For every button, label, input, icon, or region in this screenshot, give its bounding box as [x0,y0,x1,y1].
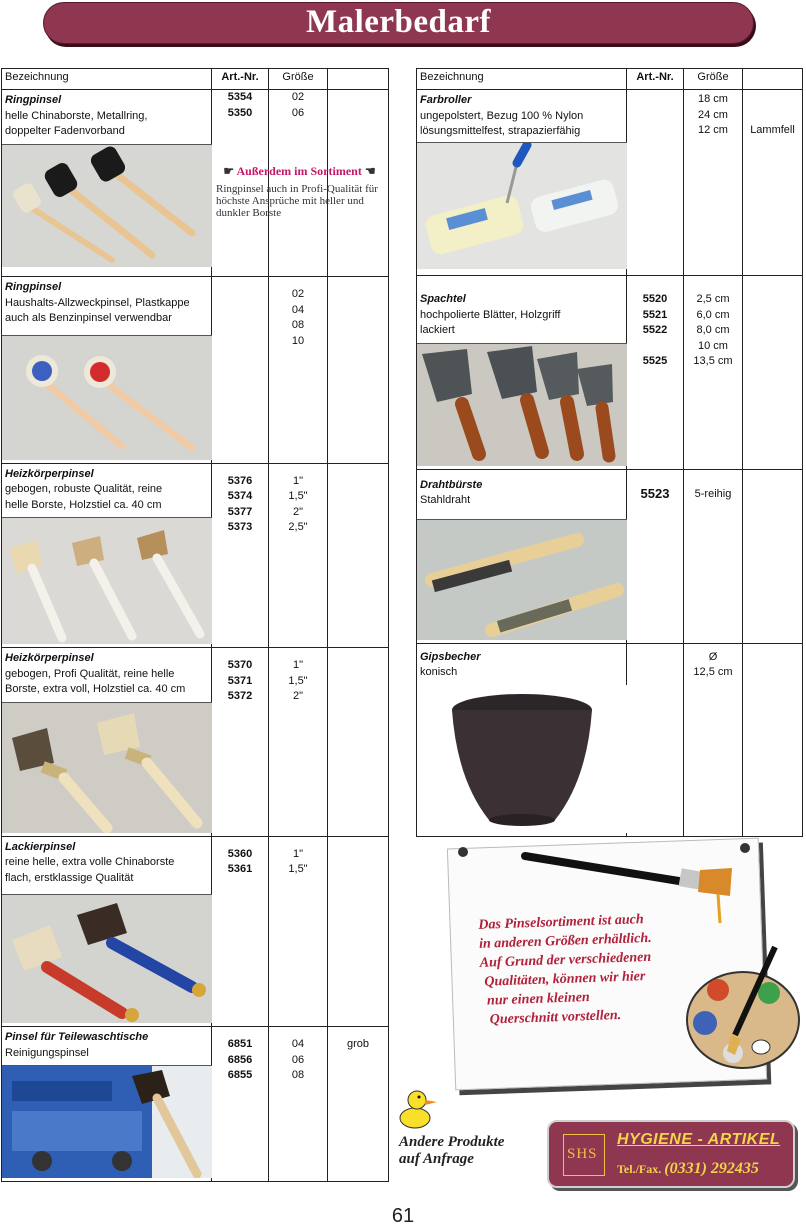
header-size: Größe [684,69,743,90]
product-desc: helle Chinaborste, Metallring, [5,109,148,122]
page-banner [43,2,754,44]
table-header-row [417,69,803,90]
paint-roller-photo [417,142,627,269]
note-heading-text: Außerdem im Sortiment [236,164,362,178]
size-value: 04 [291,1038,305,1050]
size-value: Ø [708,650,718,663]
product-desc: konisch [420,666,458,678]
product-title: Spachtel [420,293,466,305]
table-header-row [2,69,389,90]
product-title: Ringpinsel [5,281,62,293]
art-number: 5377 [227,505,253,518]
product-title: Gipsbecher [420,650,481,663]
table-row [2,277,389,464]
size-value: 12 cm [698,124,728,136]
size-value: 24 cm [698,108,728,121]
size-value: 08 [291,1069,305,1081]
logo-letters: SHS [567,1146,598,1162]
size-cell [684,643,743,836]
lacquer-brush-photo [2,894,212,1023]
art-cell [627,643,684,836]
size-cell [269,836,328,1027]
promo-line: Qualitäten, können wir hier [484,969,646,990]
product-cell [2,648,212,837]
size-cell [269,277,328,464]
product-desc: gebogen, Profi Qualität, reine helle [5,667,175,680]
product-cell [2,277,212,464]
size-value: 13,5 cm [693,355,733,367]
art-number: 5354 [227,91,253,103]
size-value: 1" [292,847,304,860]
art-number: 6855 [227,1069,253,1081]
art-number: 5371 [227,674,253,687]
promo-text [478,908,702,1030]
hand-pointer-icon: ☛ [223,164,235,178]
product-cell [417,643,627,836]
size-value: 02 [291,288,305,300]
art-cell [212,648,269,837]
product-desc: doppelter Fadenvorband [5,125,125,137]
other-products-line: Andere Produkte [399,1134,505,1150]
size-value: 10 cm [698,339,728,352]
page-number: 61 [391,1205,415,1227]
ring-brush-photo [2,144,212,267]
size-cell [684,469,743,643]
size-value: 1,5" [288,674,308,687]
radiator-brush-profi-photo [2,702,212,833]
header-art: Art.-Nr. [627,69,684,90]
extra-cell [328,648,389,837]
art-cell [212,836,269,1027]
size-value: 5-reihig [694,487,732,500]
product-title: Heizkörperpinsel [5,467,94,480]
size-value: 2,5" [288,521,308,533]
parts-washer-brush-photo [2,1065,212,1178]
product-desc: auch als Benzinpinsel verwendbar [5,312,172,324]
size-value: 6,0 cm [696,308,730,321]
product-title: Ringpinsel [5,94,62,106]
product-cell [417,90,627,276]
art-number: 5373 [227,521,253,533]
header-size: Größe [269,69,328,90]
table-row [2,463,389,648]
wire-brush-photo [417,519,627,640]
promo-line: nur einen kleinen [486,990,590,1009]
other-products-line: auf Anfrage [399,1151,474,1167]
extra-cell: Lammfell [743,90,803,276]
extra-cell [328,836,389,1027]
size-value: 06 [291,106,305,119]
table-row [417,276,803,470]
table-row [2,648,389,837]
product-desc: lackiert [420,324,455,336]
product-title: Drahtbürste [420,478,483,491]
hand-pointer-icon: ☚ [364,164,376,178]
header-name: Bezeichnung [2,69,212,90]
product-cell [2,90,212,277]
art-number: 5521 [642,308,668,321]
size-value: 1" [292,659,304,671]
size-value: 10 [291,334,305,347]
header-art: Art.-Nr. [212,69,269,90]
size-value: 8,0 cm [696,324,730,336]
size-value: 2" [292,690,304,702]
spatula-photo [417,343,627,466]
logo-phone [617,1160,759,1178]
art-number: 5374 [227,490,253,502]
promo-line: Querschnitt vorstellen. [489,1007,622,1028]
note-text: Ringpinsel auch in Profi-Qualität für höchste Ansprüche mit heller und dunkler Borste [216,183,378,219]
product-cell [2,1027,212,1182]
product-title: Lackierpinsel [5,840,76,853]
size-value: 2" [292,505,304,518]
size-value: 06 [291,1053,305,1066]
art-number: 5361 [227,863,253,875]
product-title: Heizkörperpinsel [5,652,94,664]
product-desc: ungepolstert, Bezug 100 % Nylon [420,109,584,122]
size-cell [684,90,743,276]
page-title: Malerbedarf [305,4,492,40]
art-number [627,339,683,355]
art-number: 6851 [227,1038,253,1050]
ring-brush-plastic-photo [2,335,212,460]
size-value: 02 [291,91,305,103]
product-desc: Reinigungspinsel [5,1046,89,1059]
size-value: 04 [291,303,305,316]
size-cell [684,276,743,470]
art-number: 5370 [227,659,253,671]
phone-number: (0331) 292435 [664,1160,759,1177]
size-value: 1,5" [288,490,308,502]
size-value: 18 cm [698,93,728,105]
size-value: 1,5" [288,863,308,875]
header-extra [328,69,389,90]
shs-logo-mark [563,1134,605,1176]
other-products-note [399,1134,504,1168]
logo-heading: HYGIENE - ARTIKEL [617,1131,781,1148]
product-desc: Stahldraht [420,494,471,506]
product-cell [2,836,212,1027]
size-value: 1" [292,474,304,487]
art-number: 5372 [227,690,253,702]
size-cell [269,463,328,648]
table-row [2,1027,389,1182]
note-heading [212,160,387,183]
right-product-table [416,68,803,837]
promo-line: in anderen Größen erhältlich. [478,930,652,952]
extra-cell [743,643,803,836]
product-cell [2,463,212,648]
extra-cell [743,469,803,643]
duck-icon [397,1086,439,1132]
art-number: 5522 [642,324,668,336]
art-cell [212,277,269,464]
product-desc: Haushalts-Allzweckpinsel, Plastkappe [5,296,190,309]
art-number: 5350 [227,106,253,119]
product-title: Farbroller [420,94,472,106]
product-title: Pinsel für Teilewaschtische [5,1031,149,1043]
promo-line: Das Pinselsortiment ist auch [478,912,644,933]
extra-cell [743,276,803,470]
art-cell [627,90,684,276]
product-desc: helle Borste, Holzstiel ca. 40 cm [5,498,162,511]
art-number: 5525 [642,355,668,367]
phone-label: Tel./Fax. [617,1162,662,1176]
art-number: 5376 [227,474,253,487]
product-desc: hochpolierte Blätter, Holzgriff [420,308,561,321]
product-desc: reine helle, extra volle Chinaborste [5,856,175,868]
product-desc: flach, erstklassige Qualität [5,871,134,884]
palette-icon [683,935,803,1075]
product-cell [417,469,627,643]
art-number: 6856 [227,1053,253,1066]
size-cell [269,1027,328,1182]
table-row [417,469,803,643]
size-value: 2,5 cm [696,293,730,305]
product-desc: Borste, extra voll, Holzstiel ca. 40 cm [5,683,186,695]
size-value: 12,5 cm [693,666,733,678]
table-row [2,836,389,1027]
extra-cell: grob [328,1027,389,1182]
plaster-cup-photo [417,685,627,833]
company-logo [547,1120,795,1188]
art-cell [627,469,684,643]
radiator-brush-photo [2,517,212,644]
table-row [417,90,803,276]
art-cell [627,276,684,470]
promo-line: Auf Grund der verschiedenen [479,949,652,971]
art-cell [212,1027,269,1182]
product-desc: gebogen, robuste Qualität, reine [5,483,163,495]
table-row [417,643,803,836]
product-desc: lösungsmittelfest, strapazierfähig [420,125,581,137]
art-number: 5523 [640,485,670,501]
art-cell [212,463,269,648]
header-name: Bezeichnung [417,69,627,90]
art-number: 5360 [227,847,253,860]
size-value: 08 [291,319,305,331]
extra-cell [328,463,389,648]
header-extra [743,69,803,90]
product-cell [417,276,627,470]
extra-cell [328,277,389,464]
sortiment-note [212,160,387,270]
size-cell [269,648,328,837]
art-number: 5520 [642,293,668,305]
